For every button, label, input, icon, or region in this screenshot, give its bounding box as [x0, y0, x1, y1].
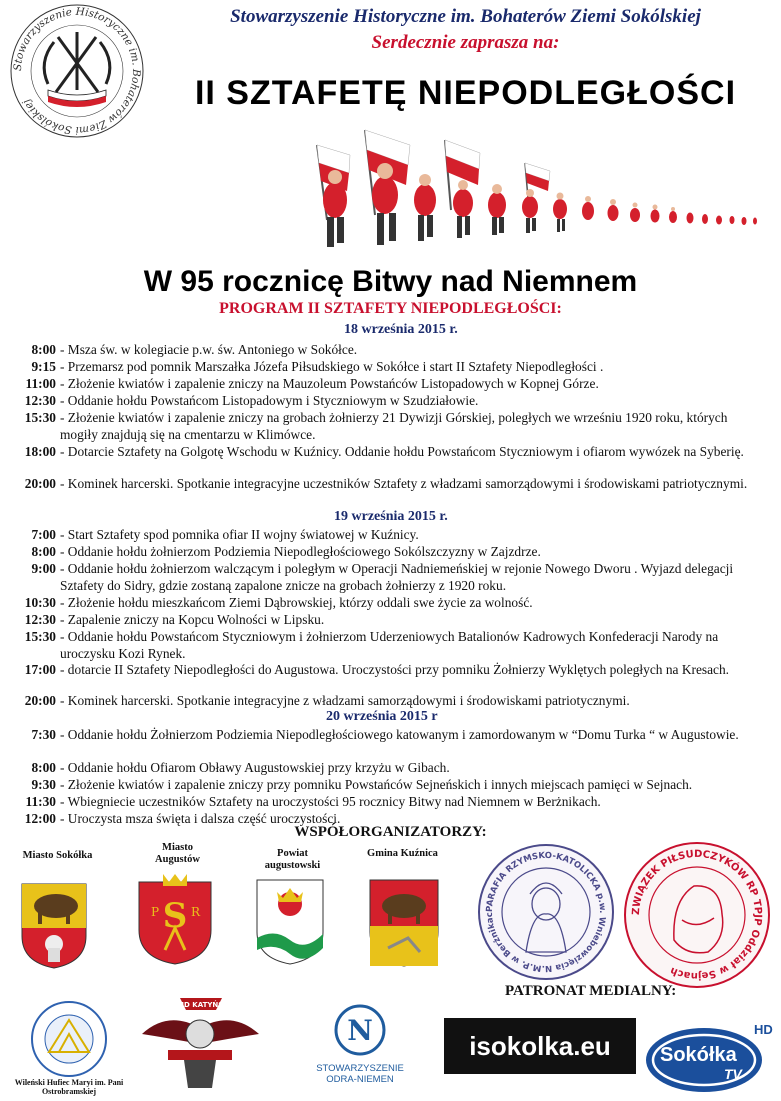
rajd-label: RAJD KATYŃSKI: [170, 1001, 232, 1009]
organization-name: Stowarzyszenie Historyczne im. Bohaterów Ziemi Sokólskiej: [230, 6, 701, 27]
logo-ring-text: Stowarzyszenie Historyczne im. Bohaterów Ziemi Sokólskiej: [11, 5, 143, 137]
odra-line-2: ODRA-NIEMEN: [326, 1074, 394, 1085]
isokolka-logo: [444, 1018, 636, 1074]
event-title: II SZTAFETĘ NIEPODLEGŁOŚCI: [194, 74, 737, 112]
list-item: 12:30 - Zapalenie zniczy na Kopcu Wolności w Lipsku.: [24, 612, 325, 627]
list-item: 7:30 - Oddanie hołdu Żołnierzom Podziemia Niepodległościowego katowanym i zamordowanym w “Domu Turka “ w Augustowie.: [31, 727, 739, 742]
coorganizer-name: Powiat augustowski: [264, 848, 321, 871]
svg-text:N: N: [347, 1014, 373, 1047]
sokolka-tv-text: Sokółka: [660, 1044, 737, 1066]
coorganizer-name: Miasto Augustów: [155, 842, 200, 865]
hufiec-caption: Wileński Hufiec Maryi im. Pani Ostrobramskiej: [14, 1078, 124, 1096]
program-title: PROGRAM II SZTAFETY NIEPODLEGŁOŚCI:: [219, 300, 562, 317]
list-item: 8:00 - Oddanie hołdu Ofiarom Obławy Augustowskiej przy krzyżu w Gibach.: [31, 760, 450, 775]
list-item: 9:15 - Przemarsz pod pomnik Marszałka Józefa Piłsudskiego w Sokółce i start II Sztafety Niepodległości .: [31, 359, 604, 374]
parish-seal: [476, 842, 616, 982]
association-logo: [8, 2, 146, 140]
list-item: 10:30 - Złożenie hołdu mieszkańcom Ziemi Dąbrowskiej, którzy oddali swe życie za wolność.: [24, 595, 533, 610]
parish-seal-text: PARAFIA RZYMSKO-KATOLICKA p.w. Wniebowzięcia N.M.P. w Berżnikac: [484, 850, 608, 974]
powiat-augustowski-coat-of-arms-icon: [255, 878, 325, 966]
invitation-line: Serdecznie zaprasza na:: [371, 32, 560, 53]
day-date: 19 września 2015 r.: [334, 509, 448, 524]
odra-line-1: STOWARZYSZENIE: [316, 1063, 404, 1074]
kuznica-coat-of-arms-icon: [368, 878, 440, 968]
svg-text:P: P: [151, 905, 160, 919]
list-item: 11:30 - Wbiegniecie uczestników Sztafety na uroczystości 95 rocznicy Bitwy nad Niemnem w Berżnikach.: [25, 794, 601, 809]
media-patronage-title: PATRONAT MEDIALNY:: [505, 983, 677, 999]
list-item: 15:30 - Złożenie kwiatów i zapalenie zniczy na grobach żołnierzy 21 Dywizji Górskiej, poległych we wrześniu 1920 roku, których mogiły znajdują się na cmentarzu w Klimówce.: [24, 410, 728, 442]
anniversary-subtitle: W 95 rocznicę Bitwy nad Niemnem: [143, 265, 638, 298]
sokolka-tv-logo: [642, 1022, 774, 1096]
sokolka-tv-suffix: TV: [724, 1066, 742, 1082]
list-item: 18:00 - Dotarcie Sztafety na Golgotę Wschodu w Kuźnicy. Oddanie hołdu Powstańcom Styczniowym i ofiarom wywózek na Syberię.: [24, 444, 744, 459]
augustow-coat-of-arms-icon: [135, 872, 215, 966]
odra-niemen-logo: [310, 1002, 410, 1098]
coorganizer-name: Miasto Sokółka: [22, 850, 93, 861]
day-date: 20 września 2015 r: [326, 709, 438, 724]
union-seal: [622, 840, 772, 990]
list-item: 20:00 - Kominek harcerski. Spotkanie integracyjne z władzami samorządowymi i środowiskami patriotycznymi.: [24, 693, 630, 708]
rajd-katynski-logo: [138, 990, 263, 1095]
list-item: 8:00 - Msza św. w kolegiacie p.w. św. Antoniego w Sokółce.: [31, 342, 358, 357]
list-item: 17:00 - dotarcie II Sztafety Niepodległości do Augustowa. Uroczystości przy pomniku Żołnierzy Wyklętych poległych na Kresach.: [24, 662, 730, 677]
sokolka-tv-hd: HD: [754, 1022, 773, 1037]
list-item: 9:30 - Złożenie kwiatów i zapalenie zniczy przy pomniku Powstańców Sejneńskich i innych miejscach pamięci w Sejnach.: [31, 777, 693, 792]
sokolka-coat-of-arms-icon: [20, 882, 88, 970]
list-item: 15:30 - Oddanie hołdu Powstańcom Styczniowym i żołnierzom Uderzeniowych Batalionów Kadrowych Konfederacji Narody na uroczysku Kozi Rynek.: [24, 629, 719, 661]
svg-text:R: R: [191, 905, 201, 919]
list-item: 20:00 - Kominek harcerski. Spotkanie integracyjne uczestników Sztafety z władzami samorządowymi i środowiskami patriotycznymi.: [24, 476, 748, 491]
hufiec-logo: [14, 1000, 124, 1100]
list-item: 8:00 - Oddanie hołdu żołnierzom Podziemia Niepodległościowego Sokólszczyzny w Zajzdrze.: [31, 544, 541, 559]
svg-text:S: S: [162, 896, 188, 936]
isokolka-text: isokolka.eu: [469, 1030, 611, 1061]
coorganizers-title: WSPÓŁORGANIZATORZY:: [294, 824, 487, 840]
runners-illustration: [305, 125, 765, 265]
union-seal-text: ZWIĄZEK PIŁSUDCZYKÓW RP TPJP Oddział w Sejnach: [630, 848, 764, 982]
day-date: 18 września 2015 r.: [344, 322, 458, 337]
list-item: 9:00 - Oddanie hołdu żołnierzom walczącym i poległym w Operacji Nadniemeńskiej w rejonie Nowego Dworu . Wyjazd delegacji Sztafety do Sidry, gdzie zostaną zapalone znicze na grobach żołnierzy z 1920 roku.: [31, 561, 734, 593]
list-item: 7:00 - Start Sztafety spod pomnika ofiar II wojny światowej w Kuźnicy.: [31, 527, 419, 542]
list-item: 12:30 - Oddanie hołdu Powstańcom Listopadowym i Styczniowym w Szudziałowie.: [24, 393, 479, 408]
list-item: 12:00 - Uroczysta msza święta i dalsza część uroczystości.: [24, 811, 341, 826]
list-item: 11:00 - Złożenie kwiatów i zapalenie zniczy na Mauzoleum Powstańców Listopadowych w Kopnej Górze.: [25, 376, 599, 391]
coorganizer-name: Gmina Kuźnica: [367, 848, 438, 859]
